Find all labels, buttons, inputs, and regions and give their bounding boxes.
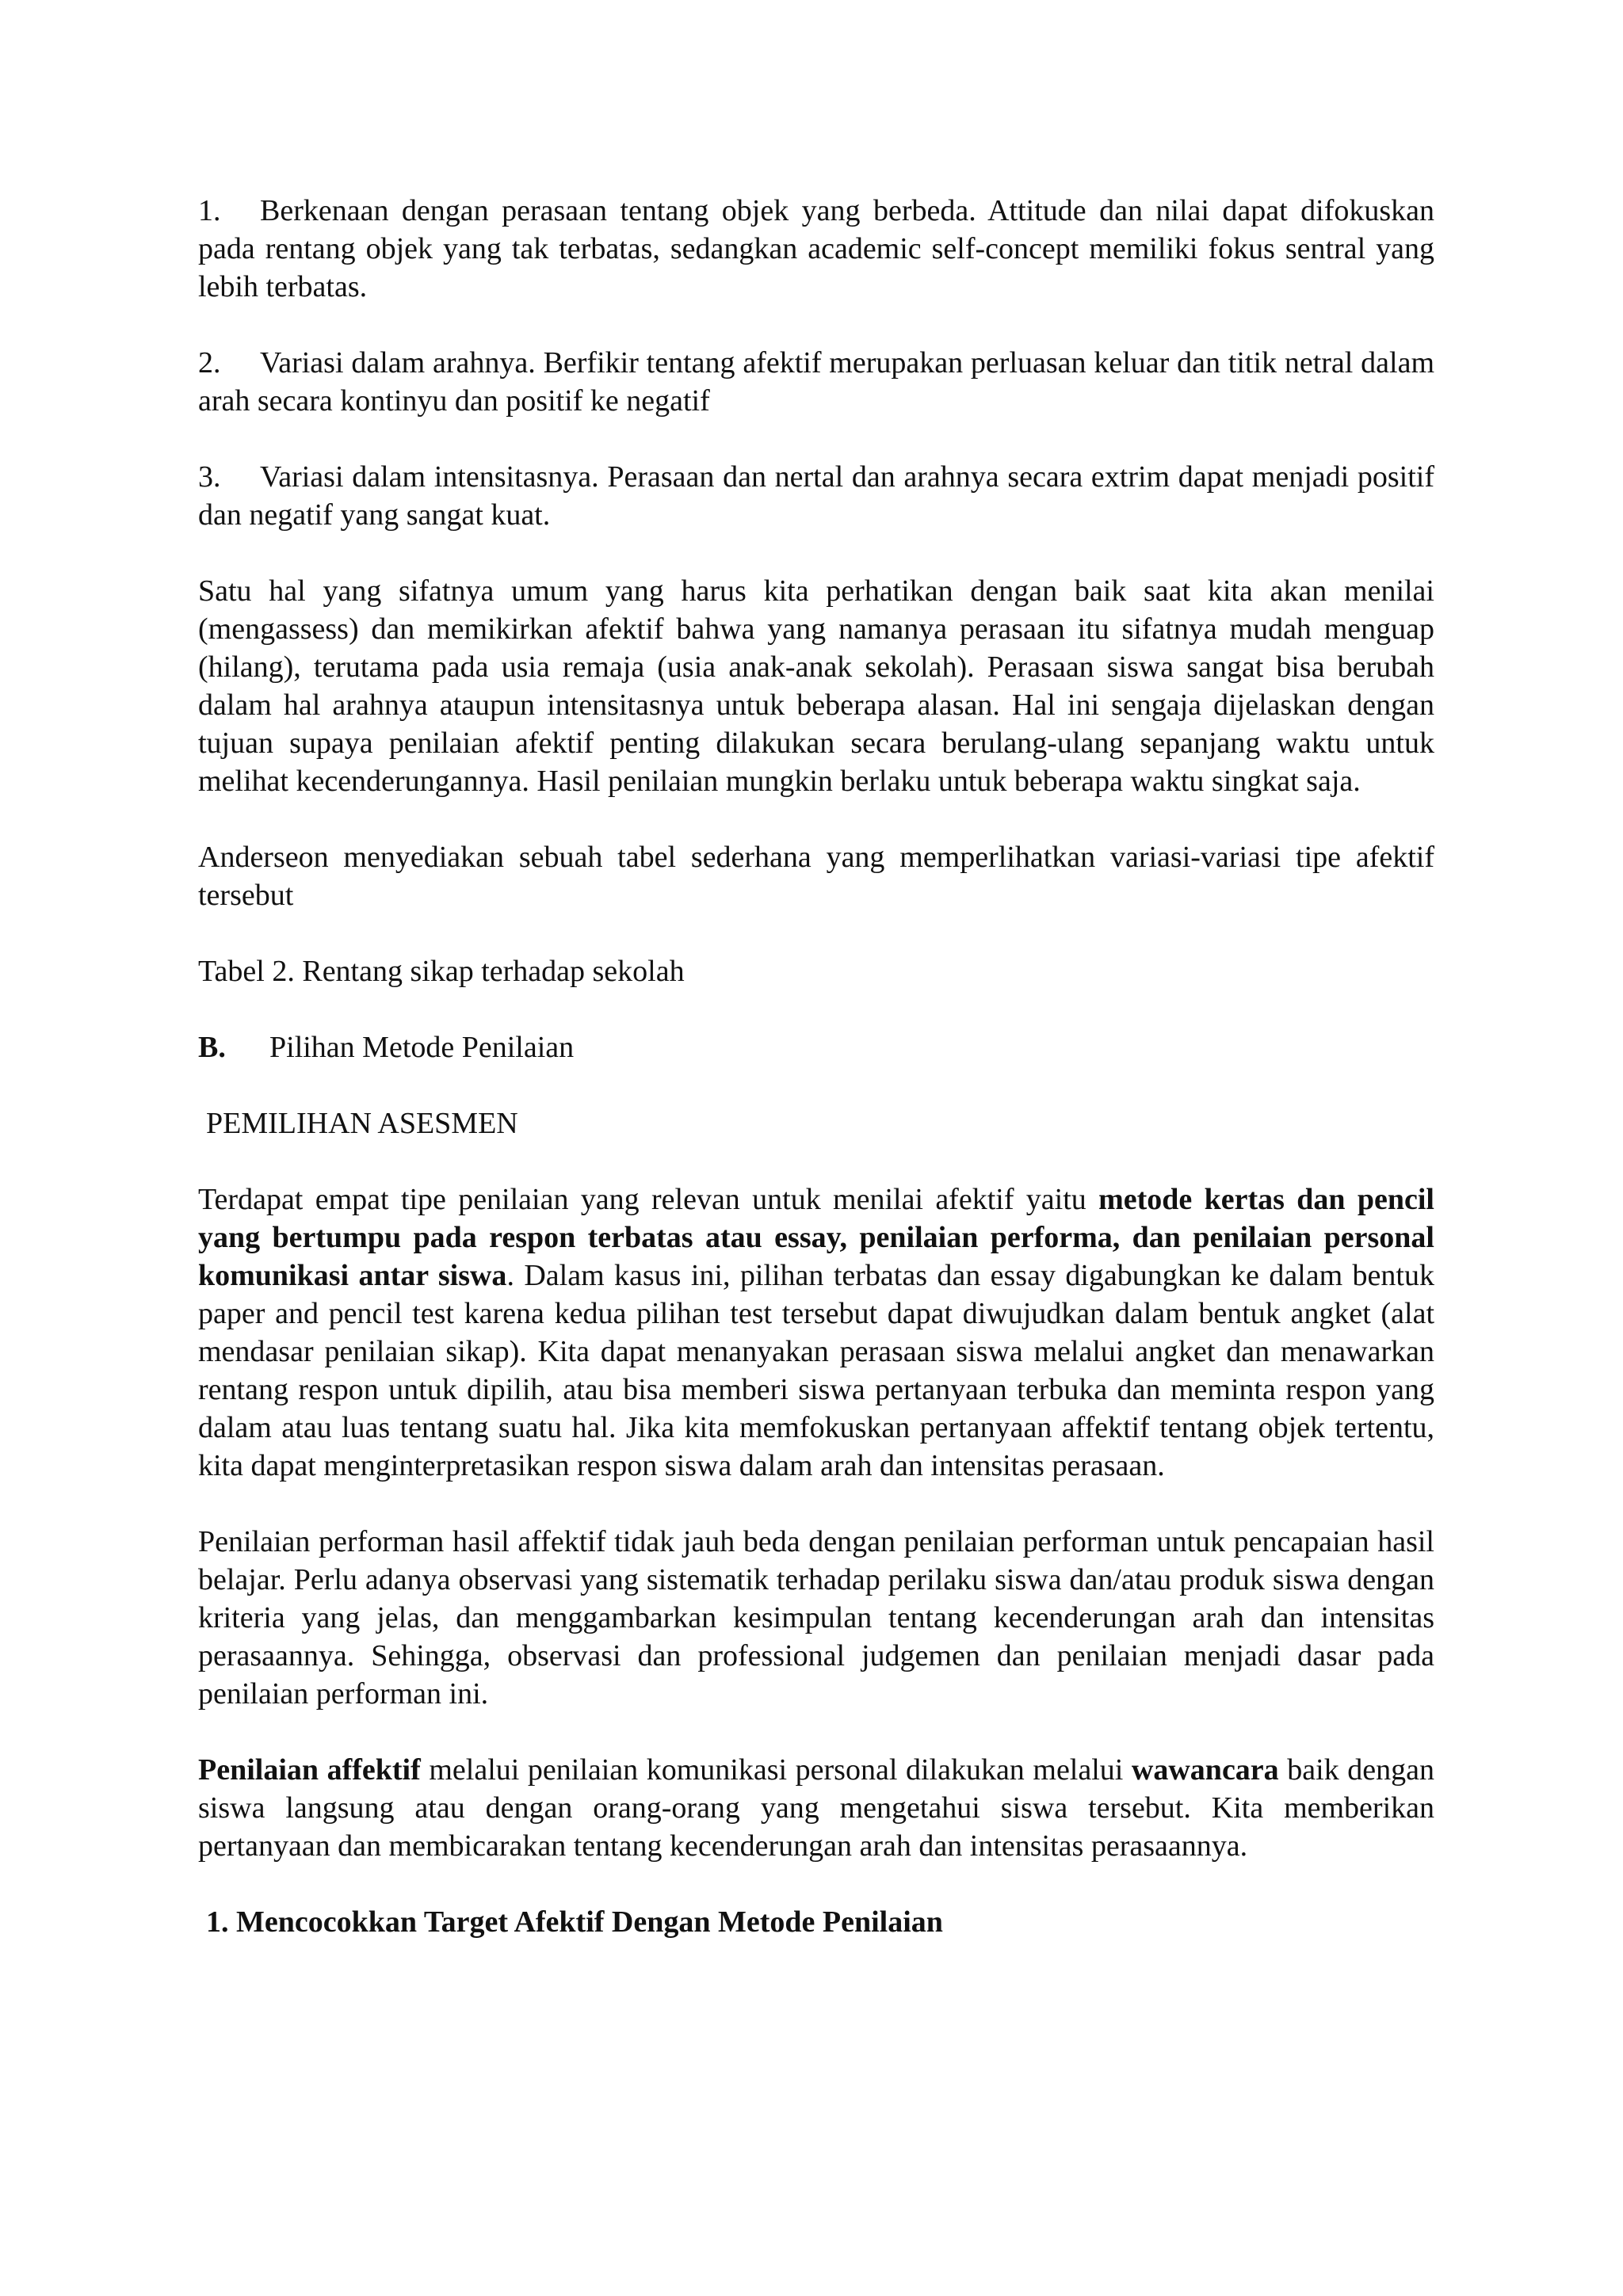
list-item-text: Variasi dalam intensitasnya. Perasaan dan nertal dan arahnya secara extrim dapat menjadi positif dan negatif yang sangat kuat. bbox=[198, 460, 1434, 532]
list-item-text: Variasi dalam arahnya. Berfikir tentang afektif merupakan perluasan keluar dan titik netral dalam arah secara kontinyu dan positif ke negatif bbox=[198, 346, 1434, 418]
list-item-2 bbox=[198, 344, 1434, 420]
section-title: Pilihan Metode Penilaian bbox=[269, 1031, 575, 1064]
list-number: 1. bbox=[198, 194, 221, 227]
section-b-heading bbox=[198, 1028, 1434, 1066]
list-item-text: Berkenaan dengan perasaan tentang objek yang berbeda. Attitude dan nilai dapat difokuskan pada rentang objek yang tak terbatas, sedangkan academic self-concept memiliki fokus sentral yang lebih terbatas. bbox=[198, 194, 1434, 303]
paragraph-personal-communication bbox=[198, 1751, 1434, 1865]
paragraph-text: baik dengan siswa langsung atau dengan orang-orang yang mengetahui siswa tersebut. Kita memberikan pertanyaan dan membicarakan tentang kecenderungan arah dan intensitas perasaannya. bbox=[198, 1753, 1434, 1863]
paragraph-bold-interview: wawancara bbox=[1131, 1753, 1279, 1787]
list-item-3 bbox=[198, 458, 1434, 534]
list-item-1 bbox=[198, 192, 1434, 306]
section-heading: 1. Mencocokkan Target Afektif Dengan Metode Penilaian bbox=[206, 1905, 943, 1939]
paragraph-bold-methods: metode kertas dan pencil yang bertumpu pada respon terbatas atau essay, penilaian performa, dan penilaian personal komunikasi antar siswa bbox=[198, 1183, 1434, 1292]
paragraph-text: melalui penilaian komunikasi personal dilakukan melalui bbox=[420, 1753, 1132, 1787]
paragraph-performance: Penilaian performan hasil affektif tidak jauh beda dengan penilaian performan untuk pencapaian hasil belajar. Perlu adanya observasi yang sistematik terhadap perilaku siswa dan/atau produk siswa dengan kriteria yang jelas, dan menggambarkan kesimpulan tentang kecenderungan arah dan intensitas perasaannya. Sehingga, observasi dan professional judgemen dan penilaian menjadi dasar pada penilaian performan ini. bbox=[198, 1525, 1434, 1711]
paragraph-volatility: Satu hal yang sifatnya umum yang harus kita perhatikan dengan baik saat kita akan menilai (mengassess) dan memikirkan afektif bahwa yang namanya perasaan itu sifatnya mudah menguap (hilang), terutama pada usia remaja (usia anak-anak sekolah). Perasaan siswa sangat bisa berubah dalam hal arahnya ataupun intensitasnya untuk beberapa alasan. Hal ini sengaja dijelaskan dengan tujuan supaya penilaian afektif penting dilakukan secara berulang-ulang sepanjang waktu untuk melihat kecenderungannya. Hasil penilaian mungkin berlaku untuk beberapa waktu singkat saja. bbox=[198, 574, 1434, 798]
paragraph-rest: . Dalam kasus ini, pilihan terbatas dan essay digabungkan ke dalam bentuk paper and pencil test karena kedua pilihan test tersebut dapat diwujudkan dalam bentuk angket (alat mendasar penilaian sikap). Kita dapat menanyakan perasaan siswa melalui angket dan menawarkan rentang respon untuk dipilih, atau bisa memberi siswa pertanyaan terbuka dan meminta respon yang dalam atau luas tentang suatu hal. Jika kita memfokuskan pertanyaan affektif tentang objek tertentu, kita dapat menginterpretasikan respon siswa dalam arah dan intensitas perasaan. bbox=[198, 1259, 1434, 1482]
list-number: 3. bbox=[198, 460, 221, 494]
subheading-asesmen: PEMILIHAN ASESMEN bbox=[206, 1107, 518, 1140]
list-number: 2. bbox=[198, 346, 221, 379]
paragraph-assessment-types bbox=[198, 1180, 1434, 1485]
document-page bbox=[198, 192, 1434, 1941]
section-letter: B. bbox=[198, 1031, 226, 1064]
paragraph-bold-term: Penilaian affektif bbox=[198, 1753, 421, 1787]
paragraph-anderson-table: Anderseon menyediakan sebuah tabel sederhana yang memperlihatkan variasi-variasi tipe afektif tersebut bbox=[198, 841, 1434, 912]
table-caption: Tabel 2. Rentang sikap terhadap sekolah bbox=[198, 955, 685, 988]
paragraph-lead: Terdapat empat tipe penilaian yang relevan untuk menilai afektif yaitu bbox=[198, 1183, 1099, 1216]
